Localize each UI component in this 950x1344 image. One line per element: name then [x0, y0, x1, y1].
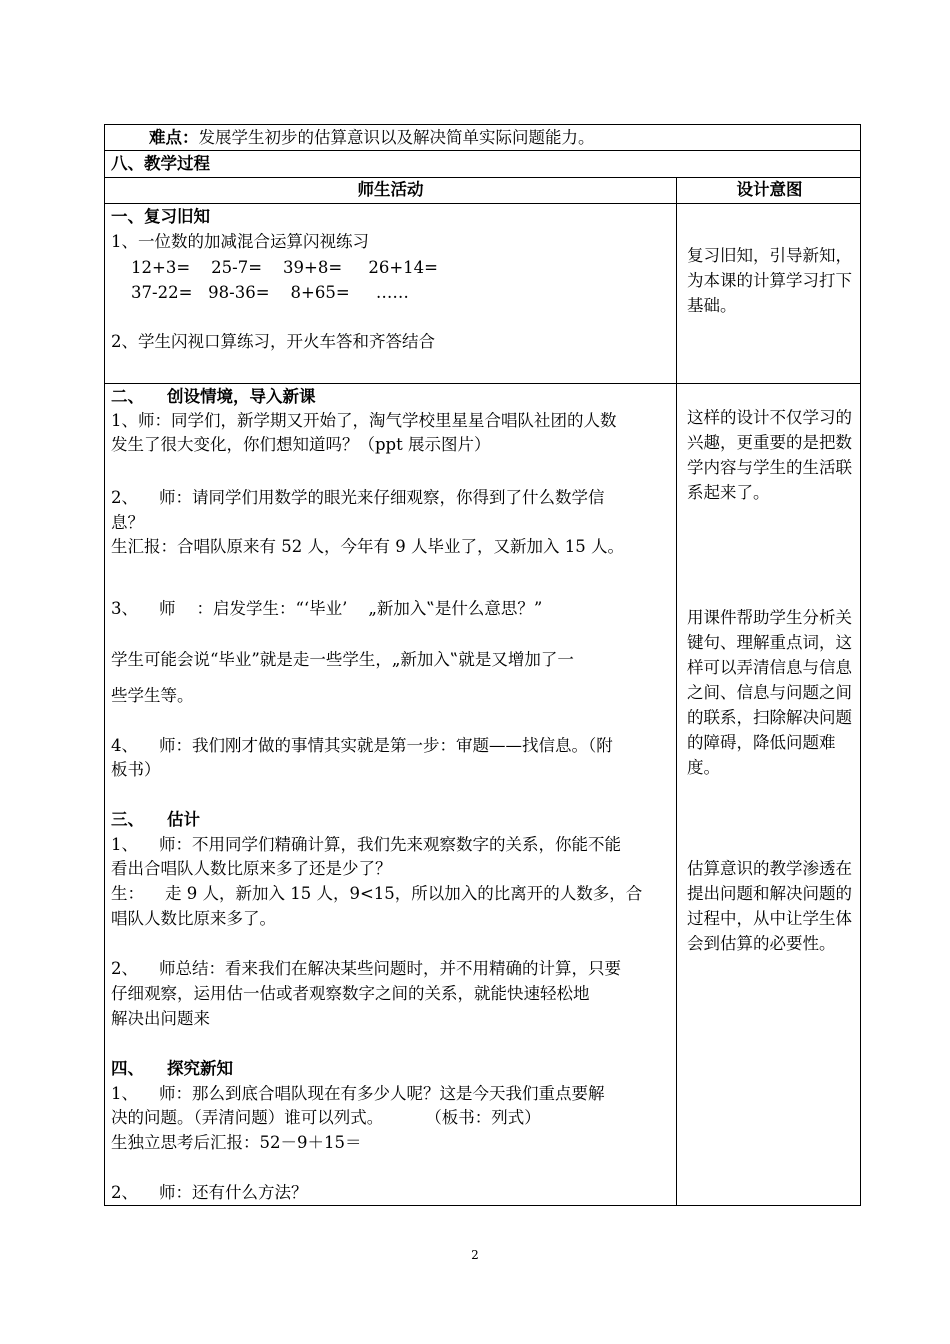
estimate-p3-line1: 2、 师总结：看来我们在解决某些问题时，并不用精确的计算，只要 [111, 959, 621, 978]
situation-p5-line1: 学生可能会说“毕业”就是走一些学生，„新加入‟就是又增加了一 [111, 650, 574, 669]
situation-p6-line2: 板书） [111, 760, 161, 779]
calc-row-2: 37-22= 98-36= 8+65= …… [131, 283, 409, 302]
explore-p1-line1: 1、 师：那么到底合唱队现在有多少人呢？这是今天我们重点要解 [111, 1084, 605, 1103]
situation-p4: 3、 师 ：启发学生：“‘毕业’ „新加入‟是什么意思？” [111, 599, 543, 618]
column-divider [676, 177, 677, 1205]
key-point-text: 发展学生初步的估算意识以及解决简单实际问题能力。 [198, 128, 595, 147]
review-intent: 复习旧知，引导新知，为本课的计算学习打下基础。 [687, 246, 852, 315]
situation-p6-line1: 4、 师：我们刚才做的事情其实就是第一步：审题——找信息。（附 [111, 736, 613, 755]
calc-row-1: 12+3= 25-7= 39+8= 26+14= [131, 258, 439, 277]
review-item-1: 1、一位数的加减混合运算闪视练习 [111, 232, 369, 251]
column-header-activity: 师生活动 [357, 180, 424, 199]
review-item-2: 2、学生闪视口算练习，开火车答和齐答结合 [111, 332, 435, 351]
page-number: 2 [471, 1248, 479, 1262]
column-header-intent: 设计意图 [736, 180, 803, 199]
situation-p1-line2: 发生了很大变化，你们想知道吗？（ppt 展示图片） [111, 435, 491, 454]
situation-p2-line1: 2、 师：请同学们用数学的眼光来仔细观察，你得到了什么数学信 [111, 488, 605, 507]
explore-p2: 生独立思考后汇报：52－9＋15＝ [111, 1133, 362, 1152]
explore-p3: 2、 师：还有什么方法？ [111, 1183, 308, 1202]
situation-p5-line2: 些学生等。 [111, 686, 194, 705]
situation-p1-line1: 1、师：同学们，新学期又开始了，淘气学校里星星合唱队社团的人数 [111, 411, 617, 430]
situation-intent-2: 用课件帮助学生分析关键句、理解重点词，这样可以弄清信息与信息之间、信息与问题之间的联系，扫除解决问题的障碍，降低问题难度。 [687, 608, 852, 777]
estimate-p2-line1: 生： 走 9 人，新加入 15 人，9<15，所以加入的比离开的人数多，合 [111, 884, 643, 903]
estimate-p3-line3: 解决出问题来 [111, 1009, 210, 1028]
review-heading: 一、复习旧知 [111, 207, 210, 226]
situation-heading: 二、 创设情境，导入新课 [111, 387, 316, 406]
key-point-label: 难点： [149, 128, 199, 147]
explore-heading: 四、 探究新知 [111, 1059, 233, 1078]
estimate-intent: 估算意识的教学渗透在提出问题和解决问题的过程中，从中让学生体会到估算的必要性。 [687, 859, 852, 953]
situation-p3: 生汇报：合唱队原来有 52 人，今年有 9 人毕业了，又新加入 15 人。 [111, 537, 624, 556]
row-divider [105, 383, 860, 384]
estimate-p1-line1: 1、 师：不用同学们精确计算，我们先来观察数字的关系，你能不能 [111, 835, 621, 854]
estimate-p1-line2: 看出合唱队人数比原来多了还是少了？ [111, 859, 392, 878]
explore-p1-line2: 决的问题。（弄清问题）谁可以列式。 （板书：列式） [111, 1108, 541, 1127]
row-divider [105, 203, 860, 204]
key-point-row [149, 126, 595, 150]
estimate-p2-line2: 唱队人数比原来多了。 [111, 909, 276, 928]
lesson-table [104, 124, 861, 1206]
section-title: 八、教学过程 [111, 154, 210, 173]
row-divider [105, 150, 860, 151]
estimate-p3-line2: 仔细观察，运用估一估或者观察数字之间的关系，就能快速轻松地 [111, 984, 590, 1003]
situation-intent-1: 这样的设计不仅学习的兴趣，更重要的是把数学内容与学生的生活联系起来了。 [687, 408, 852, 502]
estimate-heading: 三、 估计 [111, 810, 200, 829]
situation-p2-line2: 息？ [111, 513, 144, 532]
